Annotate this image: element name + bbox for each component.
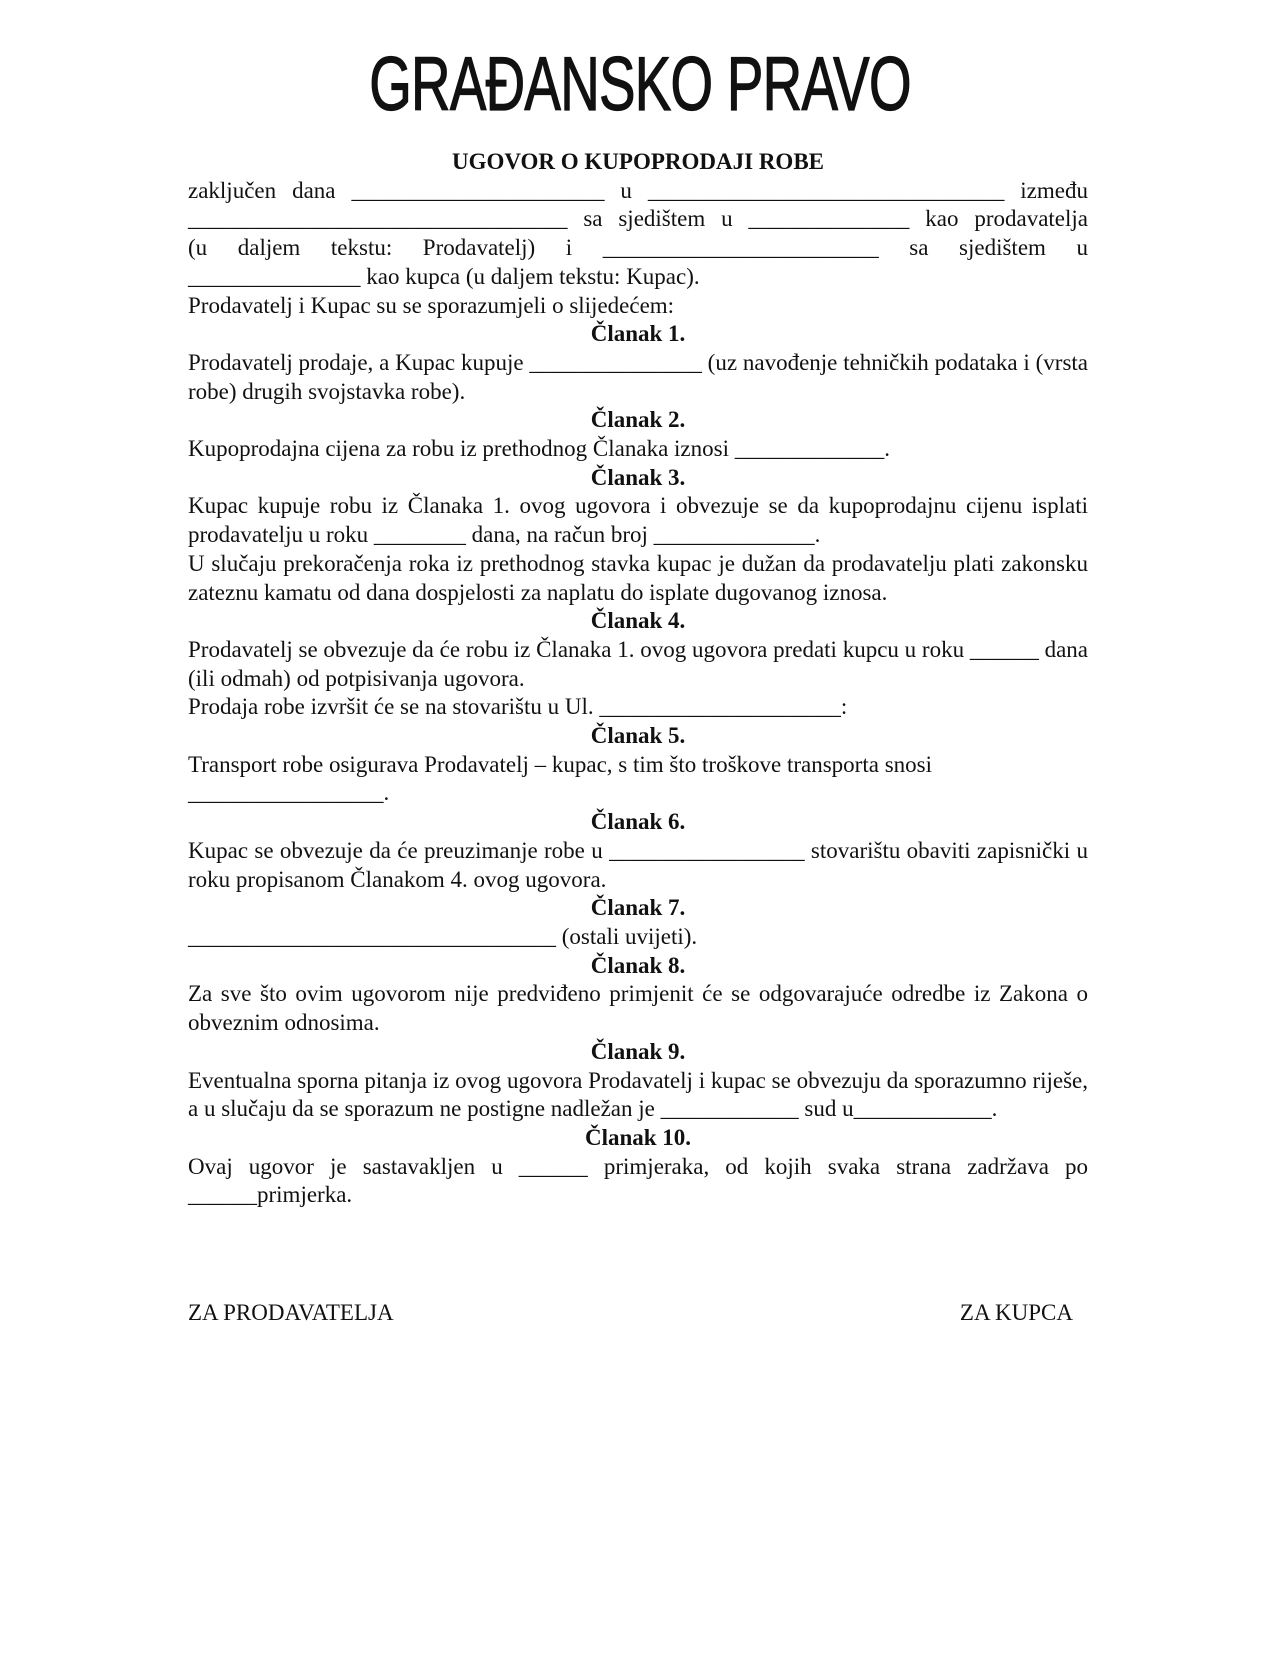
document-title: UGOVOR O KUPOPRODAJI ROBE	[451, 149, 825, 174]
article-8-text: Za sve što ovim ugovorom nije predviđeno primjenit će se odgovarajuće odredbe iz Zakona o obveznim odnosima.	[188, 981, 1088, 1036]
intro-line-2: _________________________________ sa sjedištem u ______________ kao prodavatelja	[188, 206, 1088, 232]
article-3-heading: Članak 3.	[590, 464, 686, 490]
intro-agreement: Prodavatelj i Kupac su se sporazumjeli o slijedećem:	[188, 292, 675, 318]
article-3-text: Kupac kupuje robu iz Članaka 1. ovog ugovora i obvezuje se da kupoprodajnu cijenu isplati prodavatelju u roku ________ dana, na račun broj ______________.	[188, 493, 1088, 548]
article-7-heading: Članak 7.	[590, 895, 686, 921]
contract-body	[188, 148, 1088, 1210]
article-9-text: Eventualna sporna pitanja iz ovog ugovora Prodavatelj i kupac se obvezuju da sporazumno riješe, a u slučaju da se sporazum ne postigne nadležan je ____________ sud u____________.	[188, 1067, 1088, 1122]
article-10-heading: Članak 10.	[584, 1124, 692, 1150]
article-6-heading: Članak 6.	[590, 809, 686, 835]
article-1-text: Prodavatelj prodaje, a Kupac kupuje _______________ (uz navođenje tehničkih podataka i (vrsta robe) drugih svojstavka robe).	[188, 349, 1088, 404]
intro-line-1: zaključen dana ______________________ u _______________________________ između	[188, 177, 1088, 203]
intro-line-4: _______________ kao kupca (u daljem tekstu: Kupac).	[188, 263, 700, 289]
article-6-text: Kupac se obvezuje da će preuzimanje robe u _________________ stovarištu obaviti zapisnički u roku propisanom Članakom 4. ovog ugovora.	[188, 837, 1088, 892]
article-1-heading: Članak 1.	[590, 321, 686, 347]
banner-title: GRAĐANSKO PRAVO	[369, 42, 911, 127]
article-5-text: Transport robe osigurava Prodavatelj – kupac, s tim što troškove transporta snosi _________________.	[188, 751, 932, 806]
article-7-text: ________________________________ (ostali uvijeti).	[188, 923, 698, 949]
article-10-text: Ovaj ugovor je sastavakljen u ______ primjeraka, od kojih svaka strana zadržava po ______primjerka.	[188, 1153, 1088, 1208]
article-9-heading: Članak 9.	[590, 1038, 686, 1064]
article-4-text-2: Prodaja robe izvršit će se na stovarištu u Ul. _____________________:	[188, 694, 848, 720]
article-4-text: Prodavatelj se obvezuje da će robu iz Članaka 1. ovog ugovora predati kupcu u roku ______ dana (ili odmah) od potpisivanja ugovora.	[188, 636, 1088, 691]
buyer-signature-label: ZA KUPCA	[959, 1300, 1073, 1325]
intro-line-3: (u daljem tekstu: Prodavatelj) i ________________________ sa sjedištem u	[188, 235, 1088, 261]
article-2-heading: Članak 2.	[590, 407, 686, 433]
signature-row	[188, 1300, 1073, 1326]
article-5-heading: Članak 5.	[590, 723, 686, 749]
article-8-heading: Članak 8.	[590, 952, 686, 978]
article-4-heading: Članak 4.	[590, 608, 686, 634]
article-3-text-2: U slučaju prekoračenja roka iz prethodnog stavka kupac je dužan da prodavatelju plati zakonsku zateznu kamatu od dana dospjelosti za naplatu do isplate dugovanog iznosa.	[188, 550, 1088, 605]
seller-signature-label: ZA PRODAVATELJA	[188, 1300, 394, 1325]
article-2-text: Kupoprodajna cijena za robu iz prethodnog Članaka iznosi _____________.	[188, 436, 890, 462]
